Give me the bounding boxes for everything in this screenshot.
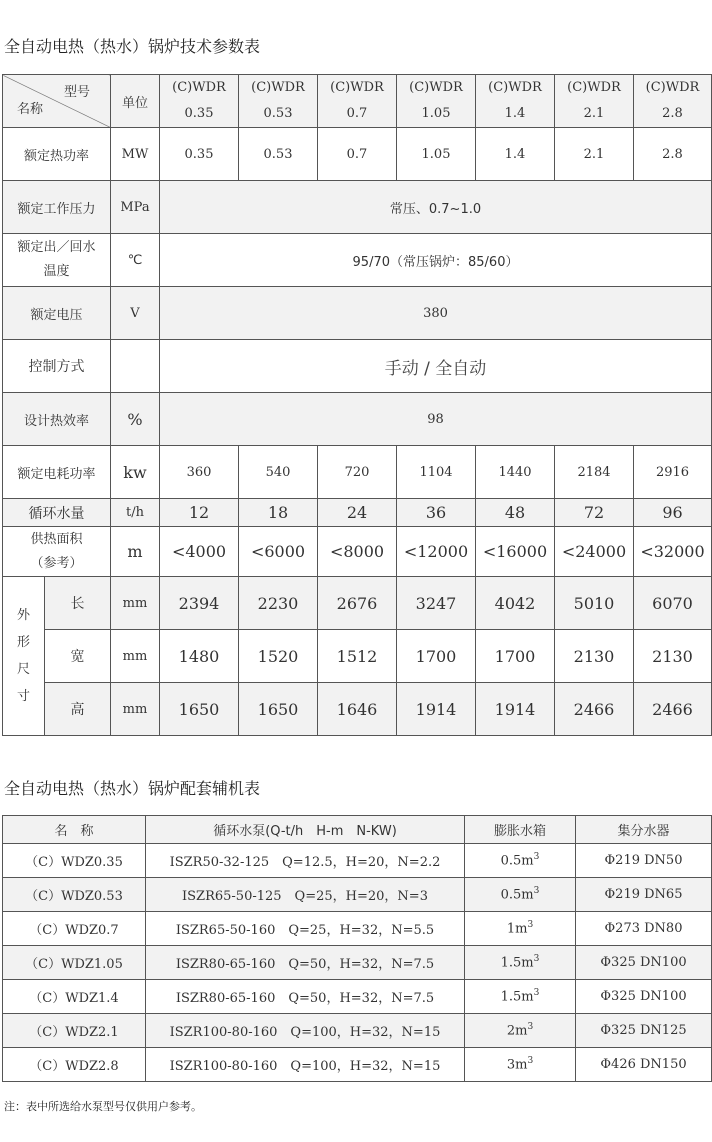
collector-cell: Φ219 DN50 bbox=[576, 844, 712, 878]
row-label: 宽 bbox=[45, 630, 111, 683]
value-cell: <24000 bbox=[555, 527, 634, 577]
pump-cell: ISZR65-50-125 Q=25，H=20，N=3 bbox=[146, 878, 465, 912]
value-cell: 1480 bbox=[160, 630, 239, 683]
value-cell: 2.1 bbox=[555, 128, 634, 181]
value-cell: 2130 bbox=[555, 630, 634, 683]
value-cell: 0.35 bbox=[160, 128, 239, 181]
model-label: 型号 bbox=[63, 85, 90, 100]
diagonal-header-cell bbox=[3, 75, 111, 128]
value-cell: 1650 bbox=[239, 683, 318, 736]
collector-cell: Φ219 DN65 bbox=[576, 878, 712, 912]
water-flow-row bbox=[3, 499, 712, 527]
table-row bbox=[3, 912, 712, 946]
tank-cell: $1.5m^3$ bbox=[465, 946, 576, 980]
value-cell: 2184 bbox=[555, 446, 634, 499]
merged-value-cell: 95/70（常压锅炉：85/60） bbox=[160, 234, 712, 287]
name-cell: （C）WDZ0.53 bbox=[3, 878, 146, 912]
value-cell: 1520 bbox=[239, 630, 318, 683]
voltage-row bbox=[3, 287, 712, 340]
value-cell: 2916 bbox=[634, 446, 712, 499]
row-label: 供热面积 （参考） bbox=[3, 527, 111, 577]
value-cell: 1700 bbox=[397, 630, 476, 683]
tank-cell: $1m^3$ bbox=[465, 912, 576, 946]
unit-cell: t/h bbox=[111, 499, 160, 527]
tank-cell: $0.5m^3$ bbox=[465, 844, 576, 878]
value-cell: 2676 bbox=[318, 577, 397, 630]
value-cell: <8000 bbox=[318, 527, 397, 577]
value-cell: 1.05 bbox=[397, 128, 476, 181]
table2-title: 全自动电热（热水）锅炉配套辅机表 bbox=[4, 779, 261, 798]
table-row bbox=[3, 1048, 712, 1082]
unit-cell: V bbox=[111, 287, 160, 340]
heating-area-row bbox=[3, 527, 712, 577]
merged-value-cell: 手动 / 全自动 bbox=[160, 340, 712, 393]
value-cell: <16000 bbox=[476, 527, 555, 577]
table-row bbox=[3, 1014, 712, 1048]
auxiliary-equipment-table bbox=[2, 815, 712, 1082]
value-cell: 1700 bbox=[476, 630, 555, 683]
unit-cell: ℃ bbox=[111, 234, 160, 287]
header-row bbox=[3, 75, 712, 128]
pump-cell: ISZR100-80-160 Q=100，H=32，N=15 bbox=[146, 1014, 465, 1048]
row-label: 控制方式 bbox=[3, 340, 111, 393]
column-header: 循环水泵(Q-t/h H-m N-KW) bbox=[146, 816, 465, 844]
row-label: 循环水量 bbox=[3, 499, 111, 527]
value-cell: 5010 bbox=[555, 577, 634, 630]
value-cell: 540 bbox=[239, 446, 318, 499]
name-label: 名称 bbox=[17, 102, 44, 117]
tank-cell: $3m^3$ bbox=[465, 1048, 576, 1082]
value-cell: 1914 bbox=[397, 683, 476, 736]
pump-cell: ISZR50-32-125 Q=12.5，H=20，N=2.2 bbox=[146, 844, 465, 878]
model-header: (C)WDR 1.05 bbox=[397, 75, 476, 128]
unit-cell: % bbox=[111, 393, 160, 446]
tank-cell: $1.5m^3$ bbox=[465, 980, 576, 1014]
height-row bbox=[3, 683, 712, 736]
value-cell: 36 bbox=[397, 499, 476, 527]
value-cell: 4042 bbox=[476, 577, 555, 630]
footnote: 注：表中所选给水泵型号仅供用户参考。 bbox=[4, 1100, 202, 1113]
unit-cell: kw bbox=[111, 446, 160, 499]
value-cell: 24 bbox=[318, 499, 397, 527]
collector-cell: Φ325 DN100 bbox=[576, 946, 712, 980]
dimensions-group-label: 外 形 尺 寸 bbox=[3, 577, 45, 736]
name-cell: （C）WDZ0.35 bbox=[3, 844, 146, 878]
value-cell: 1.4 bbox=[476, 128, 555, 181]
pump-cell: ISZR80-65-160 Q=50，H=32，N=7.5 bbox=[146, 946, 465, 980]
model-header: (C)WDR 0.35 bbox=[160, 75, 239, 128]
unit-cell bbox=[111, 340, 160, 393]
header-row bbox=[3, 816, 712, 844]
value-cell: 96 bbox=[634, 499, 712, 527]
value-cell: 1440 bbox=[476, 446, 555, 499]
temperature-row bbox=[3, 234, 712, 287]
table-row bbox=[3, 844, 712, 878]
value-cell: 1650 bbox=[160, 683, 239, 736]
width-row bbox=[3, 630, 712, 683]
value-cell: 2466 bbox=[634, 683, 712, 736]
collector-cell: Φ273 DN80 bbox=[576, 912, 712, 946]
collector-cell: Φ325 DN125 bbox=[576, 1014, 712, 1048]
model-header: (C)WDR 2.1 bbox=[555, 75, 634, 128]
value-cell: 72 bbox=[555, 499, 634, 527]
value-cell: 3247 bbox=[397, 577, 476, 630]
table-row bbox=[3, 980, 712, 1014]
value-cell: <12000 bbox=[397, 527, 476, 577]
unit-cell: mm bbox=[111, 683, 160, 736]
pressure-row bbox=[3, 181, 712, 234]
value-cell: 2230 bbox=[239, 577, 318, 630]
name-cell: （C）WDZ1.4 bbox=[3, 980, 146, 1014]
value-cell: 48 bbox=[476, 499, 555, 527]
tank-cell: $0.5m^3$ bbox=[465, 878, 576, 912]
value-cell: 1512 bbox=[318, 630, 397, 683]
model-header: (C)WDR 1.4 bbox=[476, 75, 555, 128]
unit-cell: mm bbox=[111, 577, 160, 630]
control-row bbox=[3, 340, 712, 393]
value-cell: 1104 bbox=[397, 446, 476, 499]
row-label: 设计热效率 bbox=[3, 393, 111, 446]
technical-parameters-table bbox=[2, 74, 712, 736]
pump-cell: ISZR65-50-160 Q=25，H=32，N=5.5 bbox=[146, 912, 465, 946]
value-cell: 1914 bbox=[476, 683, 555, 736]
row-label: 额定出／回水 温度 bbox=[3, 234, 111, 287]
merged-value-cell: 98 bbox=[160, 393, 712, 446]
model-header: (C)WDR 2.8 bbox=[634, 75, 712, 128]
value-cell: 18 bbox=[239, 499, 318, 527]
merged-value-cell: 常压、0.7~1.0 bbox=[160, 181, 712, 234]
unit-cell: MPa bbox=[111, 181, 160, 234]
model-header: (C)WDR 0.7 bbox=[318, 75, 397, 128]
value-cell: 2130 bbox=[634, 630, 712, 683]
value-cell: 12 bbox=[160, 499, 239, 527]
column-header: 集分水器 bbox=[576, 816, 712, 844]
value-cell: <32000 bbox=[634, 527, 712, 577]
value-cell: <4000 bbox=[160, 527, 239, 577]
unit-cell: m bbox=[111, 527, 160, 577]
name-cell: （C）WDZ2.8 bbox=[3, 1048, 146, 1082]
column-header: 膨胀水箱 bbox=[465, 816, 576, 844]
collector-cell: Φ426 DN150 bbox=[576, 1048, 712, 1082]
value-cell: 0.53 bbox=[239, 128, 318, 181]
table-row bbox=[3, 946, 712, 980]
row-label: 额定电压 bbox=[3, 287, 111, 340]
row-label: 额定热功率 bbox=[3, 128, 111, 181]
name-cell: （C）WDZ0.7 bbox=[3, 912, 146, 946]
length-row bbox=[3, 577, 712, 630]
pump-cell: ISZR80-65-160 Q=50，H=32，N=7.5 bbox=[146, 980, 465, 1014]
row-label: 额定电耗功率 bbox=[3, 446, 111, 499]
table1-title: 全自动电热（热水）锅炉技术参数表 bbox=[4, 37, 261, 56]
merged-value-cell: 380 bbox=[160, 287, 712, 340]
value-cell: 6070 bbox=[634, 577, 712, 630]
model-header: (C)WDR 0.53 bbox=[239, 75, 318, 128]
collector-cell: Φ325 DN100 bbox=[576, 980, 712, 1014]
unit-header: 单位 bbox=[111, 75, 160, 128]
name-cell: （C）WDZ1.05 bbox=[3, 946, 146, 980]
rated-power-row bbox=[3, 128, 712, 181]
table-row bbox=[3, 878, 712, 912]
value-cell: <6000 bbox=[239, 527, 318, 577]
power-consumption-row bbox=[3, 446, 712, 499]
tank-cell: $2m^3$ bbox=[465, 1014, 576, 1048]
unit-cell: MW bbox=[111, 128, 160, 181]
value-cell: 2.8 bbox=[634, 128, 712, 181]
value-cell: 2394 bbox=[160, 577, 239, 630]
name-cell: （C）WDZ2.1 bbox=[3, 1014, 146, 1048]
row-label: 长 bbox=[45, 577, 111, 630]
efficiency-row bbox=[3, 393, 712, 446]
unit-cell: mm bbox=[111, 630, 160, 683]
row-label: 高 bbox=[45, 683, 111, 736]
value-cell: 720 bbox=[318, 446, 397, 499]
value-cell: 1646 bbox=[318, 683, 397, 736]
row-label: 额定工作压力 bbox=[3, 181, 111, 234]
value-cell: 0.7 bbox=[318, 128, 397, 181]
column-header: 名 称 bbox=[3, 816, 146, 844]
pump-cell: ISZR100-80-160 Q=100，H=32，N=15 bbox=[146, 1048, 465, 1082]
value-cell: 2466 bbox=[555, 683, 634, 736]
value-cell: 360 bbox=[160, 446, 239, 499]
